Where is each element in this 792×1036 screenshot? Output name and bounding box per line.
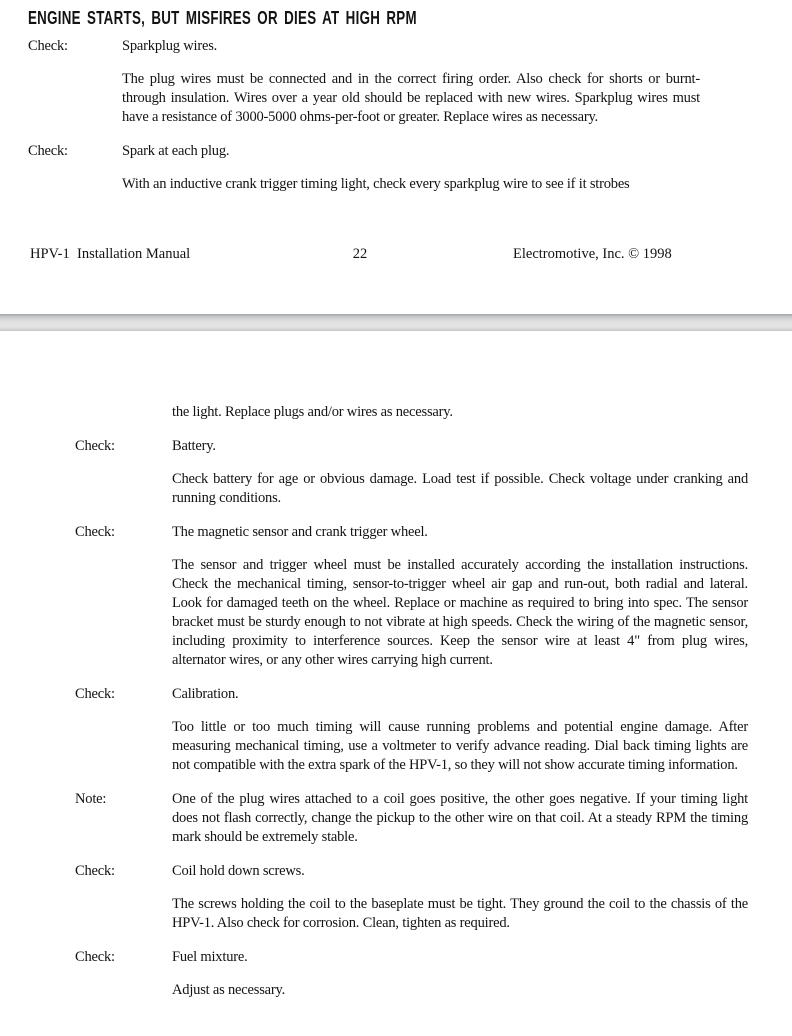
check-title: Spark at each plug. [122, 143, 230, 159]
check-title: Calibration. [172, 686, 239, 702]
section-heading-text: ENGINE STARTS, BUT MISFIRES OR DIES AT HIGH RPM [28, 8, 417, 28]
check-title: Battery. [172, 438, 216, 454]
check-body: The plug wires must be connected and in the correct firing order. Also check for shorts or burnt-through insulation. Wires over a year old should be replaced with new wires. Sparkplug wires must have a resistance of 3000-5000 ohms-per-foot or greater. Replace wires as necessary. [122, 71, 700, 125]
check-title: Coil hold down screws. [172, 863, 305, 879]
check-body: Too little or too much timing will cause running problems and potential engine damage. After measuring mechanical timing, use a voltmeter to verify advance reading. Dial back timing lights are not compatible with the extra spark of the HPV-1, so they will not show accurate timing information. [172, 719, 748, 773]
note-body: One of the plug wires attached to a coil goes positive, the other goes negative. If your timing light does not flash correctly, change the pickup to the other wire on that coil. At a steady RPM the timing mark should be extremely stable. [172, 791, 748, 845]
check-entry-title-row [75, 862, 792, 881]
label-spacer [75, 556, 172, 670]
note-entry-row [75, 790, 792, 847]
continuation-body: the light. Replace plugs and/or wires as necessary. [172, 404, 453, 420]
footer-copyright: Electromotive, Inc. © 1998 [513, 246, 672, 262]
label-spacer [75, 895, 172, 933]
check-body: Adjust as necessary. [172, 982, 286, 998]
check-entry-title-row [75, 437, 792, 456]
check-entry-body-row [75, 470, 792, 508]
check-entry-body-row [75, 981, 792, 1000]
check-label: Check: [28, 38, 68, 54]
check-label: Check: [75, 686, 115, 702]
check-body: With an inductive crank trigger timing light, check every sparkplug wire to see if it strobes [122, 176, 630, 192]
section-heading [28, 8, 792, 28]
check-label: Check: [75, 438, 115, 454]
manual-page-23 [0, 331, 792, 1036]
manual-page-22 [0, 0, 792, 314]
label-spacer [75, 403, 172, 422]
check-label: Check: [75, 949, 115, 965]
check-title: The magnetic sensor and crank trigger wheel. [172, 524, 428, 540]
check-body: The screws holding the coil to the baseplate must be tight. They ground the coil to the chassis of the HPV-1. Also check for corrosion. Clean, tighten as required. [172, 896, 748, 931]
check-label: Check: [75, 524, 115, 540]
check-entry-body-row [75, 895, 792, 933]
label-spacer [75, 981, 172, 1000]
check-label: Check: [28, 143, 68, 159]
check-entry-title-row [75, 685, 792, 704]
note-label: Note: [75, 791, 107, 807]
label-spacer [75, 718, 172, 775]
check-entry-title-row [75, 523, 792, 542]
check-body: Check battery for age or obvious damage. Load test if possible. Check voltage under cranking and running conditions. [172, 471, 748, 506]
continuation-row [75, 403, 792, 422]
check-body: The sensor and trigger wheel must be installed accurately according the installation instructions. Check the mechanical timing, sensor-to-trigger wheel air gap and run-out, both radial and lateral. Look for damaged teeth on the wheel. Replace or machine as required to bring into spec. The sensor bracket must be sturdy enough to not vibrate at high speeds. Check the wiring of the magnetic sensor, including proximity to interference sources. Keep the sensor wire at least 4" from plug wires, alternator wires, or any other wires carrying high current. [172, 557, 748, 668]
check-entry-body-row [28, 70, 792, 127]
check-entry-title-row [28, 142, 792, 161]
check-title: Fuel mixture. [172, 949, 248, 965]
footer-manual-title: HPV-1 Installation Manual [30, 246, 191, 262]
check-entry-body-row [75, 718, 792, 775]
label-spacer [75, 470, 172, 508]
footer-page-number: 22 [352, 246, 368, 262]
check-entry-body-row [28, 175, 792, 194]
check-title: Sparkplug wires. [122, 38, 218, 54]
page-footer [0, 246, 792, 266]
label-spacer [28, 70, 122, 127]
check-entry-title-row [28, 37, 792, 56]
label-spacer [28, 175, 122, 194]
check-entry-body-row [75, 556, 792, 670]
check-entry-title-row [75, 948, 792, 967]
page-separator [0, 314, 792, 331]
check-label: Check: [75, 863, 115, 879]
